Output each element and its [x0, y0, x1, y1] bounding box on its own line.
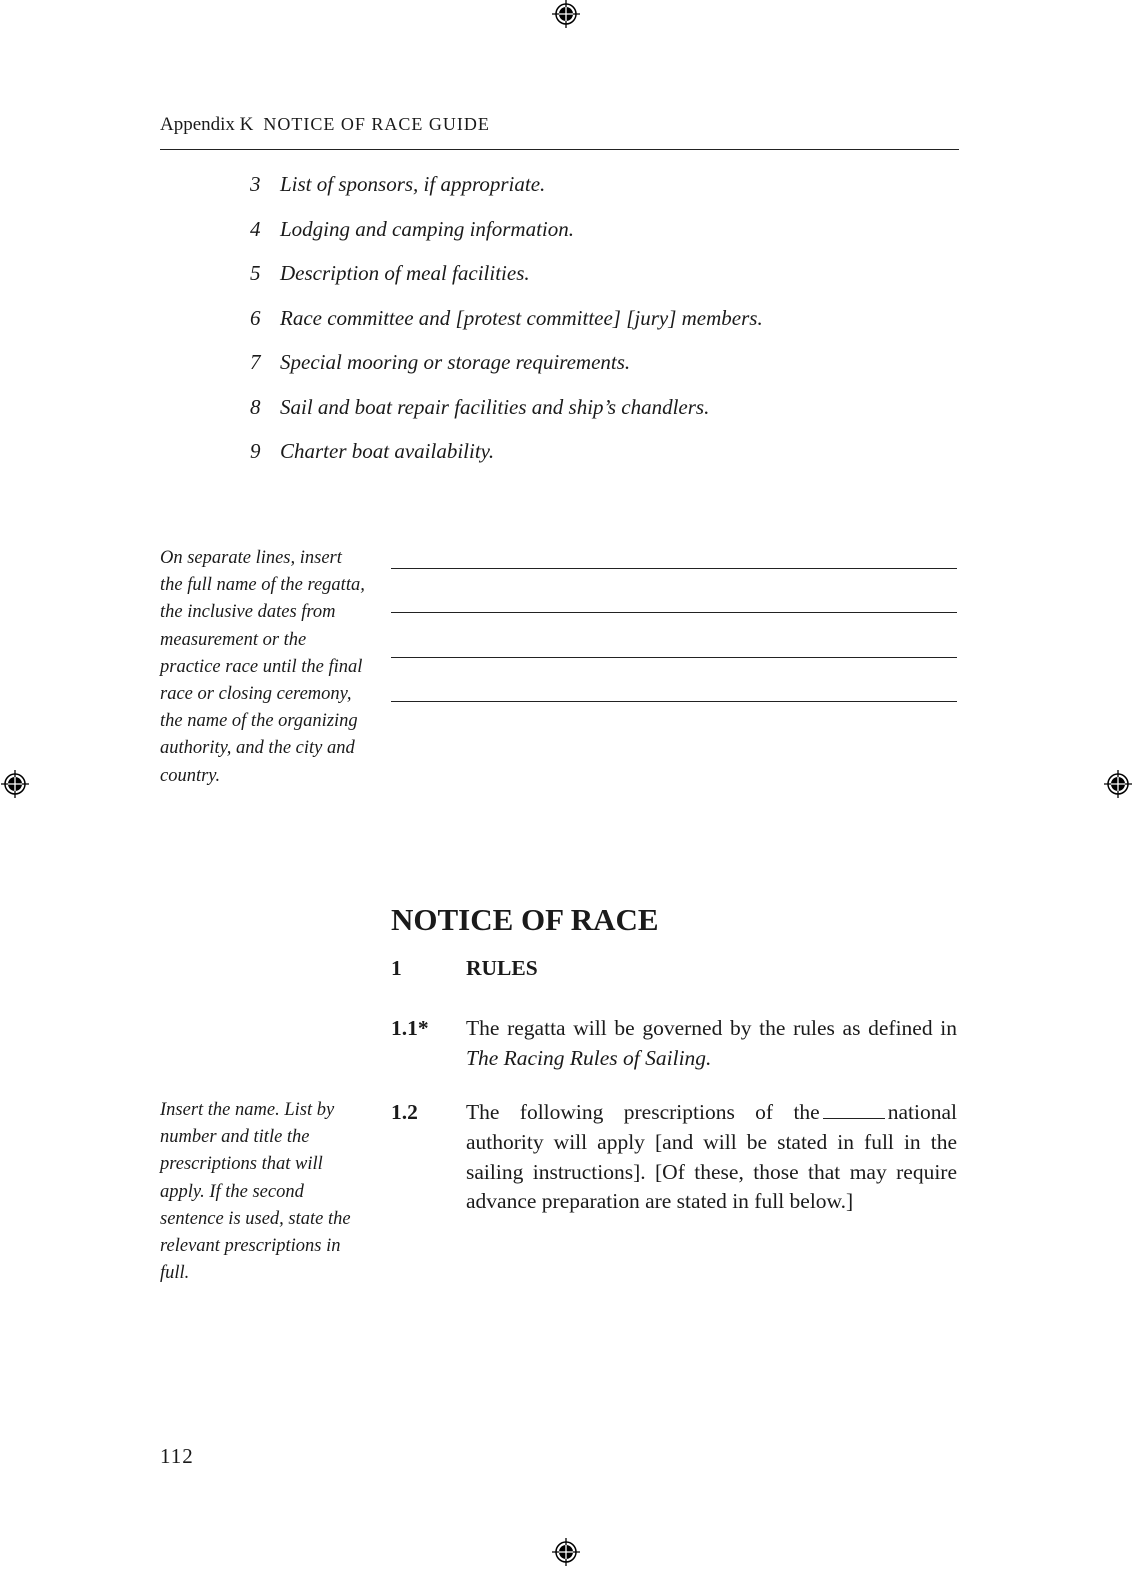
header-rule — [160, 149, 959, 150]
blank-line-city-country[interactable] — [391, 701, 957, 702]
clause-number: 1.2 — [391, 1100, 418, 1124]
list-item-number: 4 — [250, 216, 261, 241]
registration-mark-icon — [1103, 769, 1133, 799]
clause-text — [466, 1098, 957, 1217]
list-item-text: Race committee and [protest committee] [jury] members. — [280, 305, 763, 330]
registration-mark-icon — [551, 0, 581, 29]
blank-line-dates[interactable] — [391, 612, 957, 613]
list-item-text: Sail and boat repair facilities and ship’s chandlers. — [280, 394, 710, 419]
list-item-number: 8 — [250, 394, 261, 419]
list-item — [250, 439, 763, 484]
list-item — [250, 306, 763, 351]
section-title: RULES — [466, 956, 538, 980]
list-item-number: 6 — [250, 305, 261, 330]
list-item-number: 9 — [250, 439, 261, 463]
clause-text-after: national authority will apply [and will be stated in full in the sailing instructions]. [Of these, those that may require advance preparation are stated in full below.] — [466, 1100, 957, 1214]
list-item-number: 7 — [250, 350, 261, 374]
list-item — [250, 261, 763, 306]
blank-line-organizing-authority[interactable] — [391, 657, 957, 658]
list-item-text: Description of meal facilities. — [280, 261, 530, 285]
running-header — [160, 114, 490, 136]
list-item-number: 3 — [250, 172, 261, 196]
margin-note-title: On separate lines, insert the full name of the regatta, the inclusive dates from measurement or the practice race until the final race or closing ceremony, the name of the organizing authority, and the city and country. — [160, 548, 365, 786]
clause-text-body: The regatta will be governed by the rules as defined in — [466, 1016, 957, 1040]
list-item-text: List of sponsors, if appropriate. — [280, 172, 546, 196]
guide-list — [250, 172, 763, 484]
header-title: NOTICE OF RACE GUIDE — [263, 114, 490, 134]
blank-line-regatta-name[interactable] — [391, 568, 957, 569]
section-heading — [391, 954, 538, 984]
clause-text — [466, 1014, 957, 1074]
margin-note-prescriptions: Insert the name. List by number and title the prescriptions that will apply. If the second sentence is used, state the relevant prescriptions in full. — [160, 1100, 351, 1284]
appendix-label: Appendix K — [160, 114, 254, 135]
page-number: 112 — [160, 1444, 194, 1468]
clause-number: 1.1* — [391, 1016, 429, 1040]
clause-text-before: The following prescriptions of the — [466, 1100, 820, 1124]
list-item-number: 5 — [250, 261, 261, 285]
registration-mark-icon — [0, 769, 30, 799]
list-item-text: Charter boat availability. — [280, 439, 495, 463]
national-authority-blank[interactable] — [823, 1100, 885, 1119]
list-item — [250, 217, 763, 262]
list-item — [250, 395, 763, 440]
section-number: 1 — [391, 956, 402, 980]
rulebook-title: The Racing Rules of Sailing. — [466, 1045, 712, 1070]
registration-mark-icon — [551, 1537, 581, 1567]
clause-1-1 — [391, 1014, 957, 1074]
list-item — [250, 350, 763, 395]
clause-1-2 — [391, 1098, 957, 1217]
list-item — [250, 172, 763, 217]
list-item-text: Special mooring or storage requirements. — [280, 350, 631, 374]
list-item-text: Lodging and camping information. — [280, 216, 575, 241]
page-title: NOTICE OF RACE — [391, 902, 659, 937]
